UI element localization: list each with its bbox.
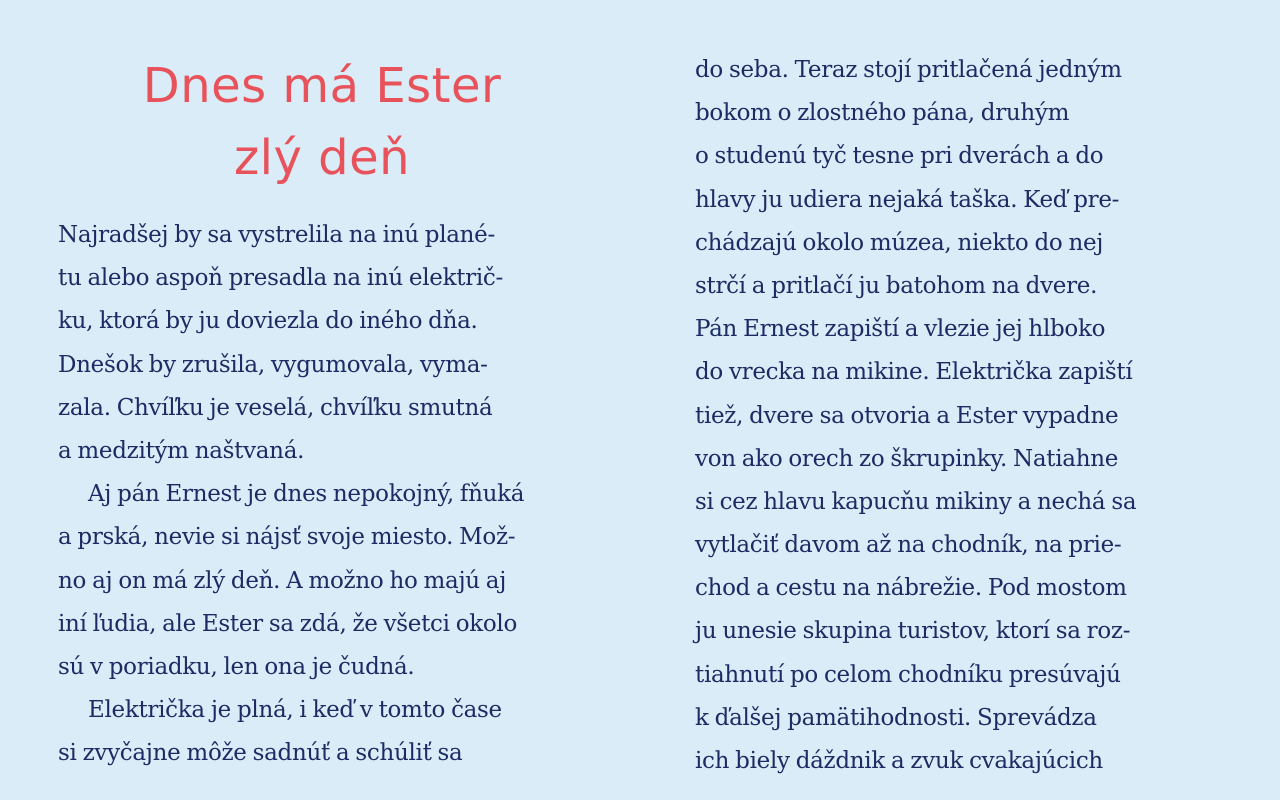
text-line: tiahnutí po celom chodníku presúvajú	[695, 661, 1121, 688]
text-line: von ako orech zo škrupinky. Natiahne	[695, 445, 1119, 472]
text-line: Električka je plná, i keď v tomto čase	[88, 697, 502, 724]
text-line: strčí a pritlačí ju batohom na dvere.	[695, 272, 1098, 299]
text-line: tiež, dvere sa otvoria a Ester vypadne	[695, 402, 1119, 429]
left-page-text	[58, 214, 524, 775]
text-line: bokom o zlostného pána, druhým	[695, 100, 1070, 127]
text-line: sú v poriadku, len ona je čudná.	[58, 653, 415, 680]
text-line: tu alebo aspoň presadla na inú električ-	[58, 265, 503, 292]
text-line: si zvyčajne môže sadnúť a schúliť sa	[58, 740, 463, 767]
text-line: iní ľudia, ale Ester sa zdá, že všetci okolo	[58, 610, 518, 637]
text-line: a medzitým naštvaná.	[58, 437, 305, 464]
right-page-text	[695, 49, 1136, 783]
text-line: o studenú tyč tesne pri dverách a do	[695, 143, 1104, 170]
text-line: chádzajú okolo múzea, niekto do nej	[695, 229, 1104, 256]
text-line: Najradšej by sa vystrelila na inú plané-	[58, 222, 495, 248]
text-line: do vrecka na mikine. Električka zapiští	[695, 359, 1133, 386]
text-line: chod a cestu na nábrežie. Pod mostom	[695, 575, 1127, 602]
text-line: vytlačiť davom až na chodník, na prie-	[695, 532, 1122, 559]
text-line: si cez hlavu kapucňu mikiny a nechá sa	[695, 488, 1137, 515]
text-line: Aj pán Ernest je dnes nepokojný, fňuká	[88, 481, 525, 508]
text-line: k ďalšej pamätihodnosti. Sprevádza	[695, 704, 1097, 731]
text-line: ju unesie skupina turistov, ktorí sa roz-	[695, 618, 1131, 645]
text-line: do seba. Teraz stojí pritlačená jedným	[695, 57, 1122, 83]
right-page	[640, 0, 1280, 800]
text-line: a prská, nevie si nájsť svoje miesto. Mož-	[58, 524, 516, 551]
text-line: ich biely dáždnik a zvuk cvakajúcich	[695, 748, 1103, 774]
chapter-title-line: zlý deň	[233, 130, 411, 186]
text-line: no aj on má zlý deň. A možno ho majú aj	[58, 567, 507, 594]
chapter-title	[58, 50, 586, 194]
chapter-title-line: Dnes má Ester	[142, 58, 502, 114]
text-line: hlavy ju udiera nejaká taška. Keď pre-	[695, 186, 1120, 213]
text-line: ku, ktorá by ju doviezla do iného dňa.	[58, 308, 478, 335]
text-line: Pán Ernest zapiští a vlezie jej hlboko	[695, 316, 1106, 343]
text-line: zala. Chvíľku je veselá, chvíľku smutná	[58, 394, 493, 421]
text-line: Dnešok by zrušila, vygumovala, vyma-	[58, 351, 488, 378]
